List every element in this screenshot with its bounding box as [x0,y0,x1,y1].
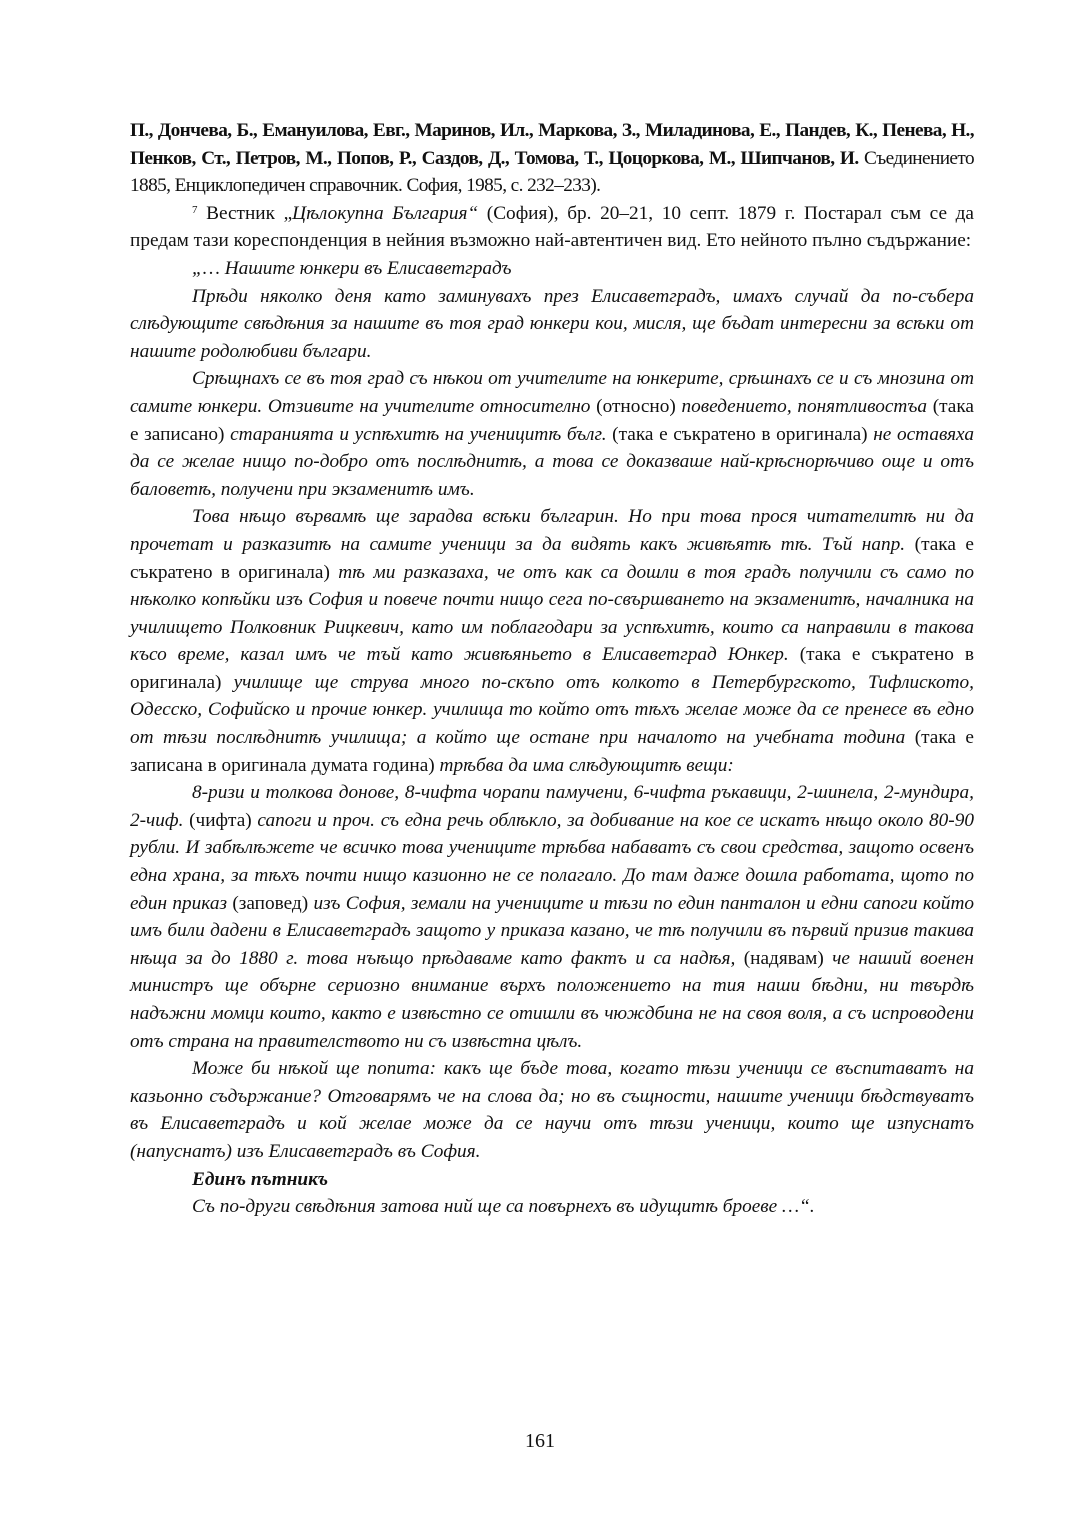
article-signature: Единъ пътникъ [192,1168,329,1190]
quote-text: 8-ризи и толкова донове, 8-чифта чорапи памучени, 6-чифта ръкавици, 2-шинела, 2-мундира, 2-чиф. [130,782,974,831]
footnote-lead: Вестник „ [197,202,293,224]
quote-text: че наший военен министръ ще обърне сериозно внимание върхъ положението на тия наши бѣдни, ни твърдѣ надъжни момци които, както е извѣстно се отишли въ чюждбина не на своя воля, а съ испроводени отъ страна на правителството ни съ извѣстна цѣлъ. [130,947,974,1052]
quote-text: старанията и успѣхитѣ на ученицитѣ бълг. [230,423,607,445]
page-body [130,117,974,1221]
article-paragraph-1: Прѣди няколко деня като заминувахъ през Елисаветградъ, имахъ случай да по-събера слѣдующите свѣдѣния за нашите въ тоя град юнкери кои, мисля, ще бъдат интересни за всѣки от нашите родолюбиви българи. [130,285,974,362]
editor-note: (така е записано) [130,395,974,445]
reference-authors: П., Дончева, Б., Емануилова, Евг., Маринов, Ил., Маркова, З., Миладинова, Е., Пандев, К., Пенева, Н., Пенков, Ст., Петров, М., Попов, Р., Саздов, Д., Томова, Т., Цоцоркова, М., Шипчанов, И. [130,120,974,169]
editor-note: (надявам) [735,947,833,969]
editor-note: (чифта) [183,809,258,831]
article-paragraph-3 [130,503,974,779]
editor-note: (заповед) [227,892,314,914]
newspaper-title: Цѣлокупна България [292,202,468,224]
reference-citation: Съединението 1885, Енциклопедичен справочник. София, 1985, с. 232–233). [130,147,974,197]
quote-text: сапоги и проч. съ една речь облѣкло, за добивание на кое се искатъ нѣщо около 80-90 рубли. И забѣлѣжете че всичко това учениците трѣбва набаватъ съ свои средства, защото освенъ една храна, за тѣхъ почти нищо казионно не се полагало. До там даже дошла работата, щото по един приказ [130,809,975,914]
article-heading: „… Нашите юнкери въ Елисаветградъ [192,257,512,279]
article-closing: Съ по-други свѣдѣния затова ний ще са повърнехъ въ идущитѣ броеве …“. [192,1196,815,1218]
editor-note: (така е съкратено в оригинала) [130,644,974,693]
quote-text: тѣ ми разказаха, че отъ как са дошли в тоя градъ получили съ само по нѣколко копѣйки изъ София и повече почти нищо сега по-свършването на экзаменитѣ, началника на училището Полковник Рицкевич, като им поблагодари за успѣхитѣ, които са направили в такова късо време, казал имъ че тъй като живѣяньето в Елисаветград Юнкер. [130,561,974,666]
quote-text: изъ София, земали на учениците и тѣзи по един панталон и едни сапоги който имъ били дадени в Елисаветградъ защото у приказа казано, че тѣ получили въ първий призив такива нѣща за до 1880 г. това нъѣщо прѣдаваме като фактъ и са надѣя, [130,892,975,969]
quote-text: Срѣщнахъ се въ тоя град съ нѣкои от учителите на юнкерите, срѣшнахъ се и съ мнозина от самите юнкери. Отзивите на учителите относително [130,368,974,417]
footnote-text: (София), бр. 20–21, 10 септ. 1879 г. Постарал съм се да предам тази кореспонденция в нейния възможно най-автентичен вид. Ето нейното пълно съдържание: [130,202,974,252]
footnote-7 [130,200,974,255]
article-paragraph-4 [130,779,974,1055]
footnote-number: 7 [192,203,198,216]
editor-note: (така е съкратено в оригинала) [606,423,874,445]
newspaper-close-quote: “ [467,202,479,224]
quote-text: училище ще струва много по-скъпо отъ колкото в Петербургското, Тифлиското, Одесско, Софийско и прочие юнкер. училища то който отъ тѣхъ желае може да се пренесе въ едно от тѣзи послѣднитѣ училища; а който ще остане при началото на учебната тодина [130,671,974,749]
editor-note: (относно) [590,395,682,417]
editor-note: (така е записана в оригинала думата година) [130,727,974,776]
quote-text: Това нѣщо вървамѣ ще зарадва всѣки българин. Но при това прося читателитѣ ни да прочетат и разказитѣ на самите ученици за да видять какъ живѣятѣ тѣ. Тъй напр. [130,506,974,555]
quote-text: поведението, понятливостъа [681,395,928,417]
quote-text: не оставяха да се желае нищо по-добро отъ послѣднитѣ, а това се доказваше най-крѣснорѣчиво още и отъ баловетѣ, получени при экзаменитѣ имъ. [130,423,974,500]
article-paragraph-2 [130,365,974,503]
reference-entry [130,117,974,200]
page-number: 161 [525,1430,555,1452]
quote-text: трѣбва да има слѣдующитѣ вещи: [439,754,734,776]
editor-note: (така е съкратено в оригинала) [130,533,974,583]
article-paragraph-5: Може би нѣкой ще попита: какъ ще бъде това, когато тѣзи ученици се въспитаватъ на казьонно съдържание? Отговарямъ че на слова да; но въ същности, нашите ученици бѣдствуватъ въ Елисаветградъ и кой желае може да се научи отъ тѣзи ученици, които ще изпуснатъ (напуснатъ) изъ Елисаветградъ въ София. [130,1058,974,1162]
